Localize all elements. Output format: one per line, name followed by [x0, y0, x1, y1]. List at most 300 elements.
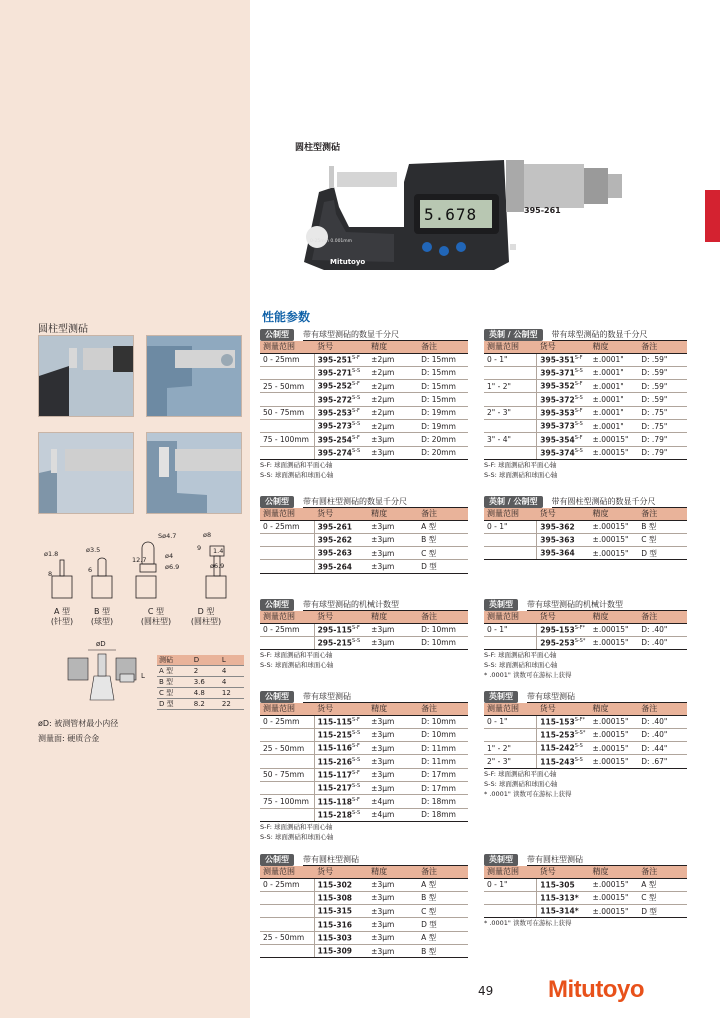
order-no: 395-263 [317, 548, 353, 558]
table-row [260, 623, 468, 636]
order-no-suffix: S-S [352, 809, 361, 816]
table-metric-mech-ball [260, 598, 468, 670]
accuracy-cell: ±2μm [368, 366, 418, 379]
remarks-cell: D: 10mm [418, 728, 468, 741]
table-footnote: S-F: 球面测砧和平面心轴 [260, 651, 333, 660]
page-number: 49 [478, 984, 494, 998]
accuracy-cell: ±.00015" [590, 547, 639, 560]
table-row [260, 560, 468, 573]
table-title: 带有球型测砧的机械计数型 [303, 599, 468, 611]
remarks-cell: D: 20mm [418, 446, 468, 459]
table-row [260, 781, 468, 794]
pipe-l-label: L [141, 672, 145, 680]
table-row [484, 433, 687, 446]
order-no-cell [314, 931, 368, 944]
remarks-cell: D: .59" [638, 366, 687, 379]
table-row [260, 742, 468, 755]
accuracy-cell: ±3μm [368, 891, 418, 904]
accuracy-cell: ±.00015" [590, 878, 639, 891]
order-no-cell [314, 560, 368, 573]
legend-cell: 4 [220, 677, 244, 688]
order-no-suffix: S-F [352, 408, 360, 415]
order-no: 115-303 [317, 933, 353, 943]
accuracy-cell: ±3μm [368, 768, 418, 781]
legend-cell: L [220, 655, 244, 666]
order-no-cell [314, 623, 368, 636]
order-no: 395-274 [317, 448, 353, 458]
dim-d-height-1: 9 [197, 544, 202, 552]
order-no-suffix: S-S [574, 421, 583, 428]
accuracy-cell: ±.0001" [590, 353, 639, 366]
column-header: 测量范围 [484, 866, 537, 878]
order-no: 395-261 [317, 522, 353, 532]
column-header: 备注 [638, 611, 687, 623]
order-no: 395-252 [317, 381, 353, 391]
order-no-cell [314, 636, 368, 649]
range-cell [260, 755, 314, 768]
accuracy-cell: ±3μm [368, 755, 418, 768]
order-no: 395-254 [317, 435, 353, 445]
range-cell: 3" - 4" [484, 433, 537, 446]
dim-d-diameter-1: ø8 [203, 531, 212, 539]
accuracy-cell: ±.0001" [590, 419, 639, 432]
table-footnote: S-S: 球面测砧和球面心轴 [484, 661, 558, 670]
accuracy-cell: ±3μm [368, 878, 418, 891]
accuracy-cell: ±.0001" [590, 406, 639, 419]
range-cell [484, 728, 537, 741]
order-no-cell [537, 623, 590, 636]
accuracy-cell: ±.00015" [590, 891, 639, 904]
order-no: 395-364 [540, 548, 575, 558]
remarks-cell: D: 15mm [418, 353, 468, 366]
legend-cell: 4.8 [192, 688, 220, 699]
column-header: 测量范围 [260, 611, 314, 623]
order-no: 395-264 [317, 562, 353, 572]
remarks-cell: D: 19mm [418, 406, 468, 419]
order-no-suffix: S-F [352, 624, 360, 631]
table-row [484, 891, 687, 904]
table-inch-digital-cylinder [484, 495, 687, 560]
accuracy-cell: ±2μm [368, 380, 418, 393]
remarks-cell: C 型 [638, 533, 687, 546]
range-cell: 0 - 25mm [260, 353, 314, 366]
range-cell: 1" - 2" [484, 742, 537, 755]
order-no-cell [314, 520, 368, 533]
order-no-suffix: S-F* [574, 716, 586, 723]
legend-row [157, 688, 244, 699]
order-no: 115-315 [317, 906, 353, 916]
table-row [260, 944, 468, 957]
range-cell: 1" - 2" [484, 380, 537, 393]
left-panel-title: 圆柱型测砧 [38, 324, 88, 335]
order-no: 395-351 [540, 355, 575, 365]
order-no-cell [314, 353, 368, 366]
order-no-cell [537, 366, 590, 379]
table-row [260, 715, 468, 728]
column-header: 精度 [590, 703, 639, 715]
table-heading [260, 853, 468, 866]
remarks-cell: A 型 [418, 520, 468, 533]
table-heading [260, 690, 468, 703]
table-heading [484, 328, 687, 341]
spec-table [260, 866, 468, 958]
order-no-cell [314, 433, 368, 446]
legend-cell: D [192, 655, 220, 666]
range-cell: 50 - 75mm [260, 768, 314, 781]
order-no-cell [537, 878, 590, 891]
range-cell: 0 - 25mm [260, 623, 314, 636]
table-type-badge: 公制型 [260, 329, 294, 341]
remarks-cell: D: 18mm [418, 795, 468, 808]
order-no: 115-216 [317, 757, 353, 767]
table-row [260, 446, 468, 459]
spec-table [260, 703, 468, 822]
range-cell [260, 560, 314, 573]
order-no-suffix: S-S [352, 638, 361, 645]
range-cell: 25 - 50mm [260, 380, 314, 393]
remarks-cell: D: .79" [638, 433, 687, 446]
order-no: 395-262 [317, 535, 353, 545]
order-no: 115-218 [317, 810, 353, 820]
table-metric-digital-cylinder [260, 495, 468, 574]
order-no: 395-271 [317, 368, 353, 378]
range-cell [484, 891, 537, 904]
column-header: 精度 [368, 508, 418, 520]
table-title: 带有球型测砧的数显千分尺 [303, 329, 468, 341]
table-row [260, 728, 468, 741]
table-row [260, 547, 468, 560]
accuracy-cell: ±3μm [368, 742, 418, 755]
legend-cell: 4 [220, 666, 244, 677]
table-row [484, 905, 687, 918]
remarks-cell: D: .59" [638, 380, 687, 393]
range-cell [484, 905, 537, 918]
remarks-cell: B 型 [418, 533, 468, 546]
accuracy-cell: ±2μm [368, 419, 418, 432]
table-footnote: S-F: 球面测砧和平面心轴 [484, 651, 557, 660]
dim-b-diameter: ø3.5 [86, 546, 101, 554]
remarks-cell: D: .44" [638, 742, 687, 755]
table-row [484, 623, 687, 636]
order-no-suffix: S-S [352, 421, 361, 428]
order-no-cell [314, 715, 368, 728]
order-no-cell [314, 728, 368, 741]
range-cell: 0 - 1" [484, 520, 537, 533]
column-header: 货号 [314, 341, 368, 353]
order-no-suffix: S-S [574, 447, 583, 454]
order-no: 115-316 [317, 920, 353, 930]
accuracy-cell: ±3μm [368, 715, 418, 728]
range-cell: 0 - 1" [484, 353, 537, 366]
order-no-cell [537, 433, 590, 446]
accuracy-cell: ±3μm [368, 623, 418, 636]
table-row [260, 406, 468, 419]
accuracy-cell: ±3μm [368, 533, 418, 546]
order-no: 115-308 [317, 893, 353, 903]
order-no-suffix: S-S [574, 743, 583, 750]
column-header: 精度 [590, 866, 639, 878]
order-no: 295-153 [540, 625, 575, 635]
order-no: 395-354 [540, 435, 575, 445]
order-no-cell [314, 393, 368, 406]
spec-table [260, 341, 468, 460]
accuracy-cell: ±.00015" [590, 533, 639, 546]
accuracy-cell: ±.00015" [590, 905, 639, 918]
anvil-photo-c [38, 432, 134, 514]
table-row [260, 533, 468, 546]
accuracy-cell: ±.00015" [590, 623, 639, 636]
table-heading [484, 598, 687, 611]
column-header: 备注 [418, 866, 468, 878]
remarks-cell: D: 20mm [418, 433, 468, 446]
order-no: 395-362 [540, 522, 575, 532]
remarks-cell: D: 10mm [418, 715, 468, 728]
column-header: 备注 [638, 703, 687, 715]
remarks-cell: D: 17mm [418, 781, 468, 794]
legend-cell: 测砧 [157, 655, 192, 666]
table-heading [260, 495, 468, 508]
legend-cell: 2 [192, 666, 220, 677]
accuracy-cell: ±.00015" [590, 433, 639, 446]
table-footnote: * .0001" 读数可在游标上获得 [484, 789, 572, 798]
table-row [484, 380, 687, 393]
legend-row [157, 677, 244, 688]
range-cell [260, 419, 314, 432]
range-cell: 25 - 50mm [260, 742, 314, 755]
column-header: 测量范围 [260, 703, 314, 715]
column-header: 测量范围 [484, 341, 537, 353]
order-no-cell [314, 419, 368, 432]
spec-table [484, 341, 687, 460]
pipe-od-label: øD [96, 640, 106, 648]
accuracy-cell: ±3μm [368, 918, 418, 931]
remarks-cell: C 型 [638, 891, 687, 904]
brand-logo: Mitutoyo [548, 976, 644, 1003]
table-inch-ball [484, 690, 687, 799]
table-type-badge: 英制 / 公制型 [484, 496, 543, 508]
table-footnote: S-F: 球面测砧和平面心轴 [484, 769, 557, 778]
table-row [484, 353, 687, 366]
column-header: 精度 [590, 611, 639, 623]
accuracy-cell: ±.00015" [590, 728, 639, 741]
table-inch-cylinder [484, 853, 687, 928]
table-row [260, 393, 468, 406]
table-footnote: S-S: 球面测砧和球面心轴 [484, 779, 558, 788]
accuracy-cell: ±.0001" [590, 380, 639, 393]
table-type-badge: 公制型 [260, 599, 294, 611]
table-type-badge: 公制型 [260, 691, 294, 703]
order-no-suffix: S-S [352, 783, 361, 790]
table-row [260, 636, 468, 649]
table-type-badge: 公制型 [260, 496, 294, 508]
range-cell: 0 - 25mm [260, 878, 314, 891]
legend-cell: 8.2 [192, 699, 220, 710]
accuracy-cell: ±3μm [368, 520, 418, 533]
range-cell [484, 419, 537, 432]
photo-model-label: 395-261 [524, 206, 561, 215]
order-no-suffix: S-F [574, 408, 583, 415]
dim-c-sphere: Sø4.7 [158, 532, 177, 540]
accuracy-cell: ±3μm [368, 944, 418, 957]
column-header: 货号 [537, 866, 590, 878]
column-header: 货号 [537, 611, 590, 623]
order-no: 395-363 [540, 535, 575, 545]
table-type-badge: 英制型 [484, 599, 518, 611]
order-no-cell [314, 366, 368, 379]
order-no-cell [314, 533, 368, 546]
column-header: 货号 [537, 341, 590, 353]
range-cell: 50 - 75mm [260, 406, 314, 419]
range-cell [260, 728, 314, 741]
column-header: 备注 [418, 703, 468, 715]
column-header: 精度 [368, 611, 418, 623]
order-no-suffix: S-F* [574, 624, 586, 631]
frame-spec-print: 0-25mm 0.001mm [310, 239, 353, 244]
order-no: 115-302 [317, 880, 353, 890]
column-header: 精度 [368, 866, 418, 878]
order-no-cell [537, 891, 590, 904]
remarks-cell: D: .40" [638, 636, 687, 649]
table-title: 带有圆柱型测砧的数显千分尺 [303, 496, 468, 508]
table-row [484, 520, 687, 533]
order-no-suffix: S-F [352, 796, 360, 803]
remarks-cell: D: 10mm [418, 623, 468, 636]
table-row [260, 795, 468, 808]
range-cell [260, 393, 314, 406]
table-type-badge: 英制型 [484, 854, 518, 866]
remarks-cell: D 型 [638, 547, 687, 560]
order-no-cell [537, 715, 590, 728]
pipe-measurement-diagram [58, 640, 153, 710]
spec-table [484, 611, 687, 650]
range-cell: 0 - 1" [484, 878, 537, 891]
accuracy-cell: ±3μm [368, 547, 418, 560]
remarks-cell: D: 10mm [418, 636, 468, 649]
range-cell [260, 366, 314, 379]
order-no-suffix: S-S [352, 756, 361, 763]
remarks-cell: D: .79" [638, 446, 687, 459]
order-no-cell [537, 533, 590, 546]
range-cell: 75 - 100mm [260, 795, 314, 808]
legend-cell: D 型 [157, 699, 192, 710]
order-no: 115-305 [540, 880, 575, 890]
order-no: 115-242 [540, 743, 575, 753]
lcd-display-value: 5.678 [424, 205, 478, 224]
remarks-cell: D 型 [418, 560, 468, 573]
accuracy-cell: ±3μm [368, 781, 418, 794]
column-header: 精度 [590, 341, 639, 353]
order-no: 115-309 [317, 946, 353, 956]
dim-c-height: 12.7 [132, 556, 147, 564]
table-row [260, 768, 468, 781]
order-no-cell [314, 918, 368, 931]
legend-cell: C 型 [157, 688, 192, 699]
range-cell [260, 891, 314, 904]
spec-table [260, 508, 468, 574]
accuracy-cell: ±3μm [368, 931, 418, 944]
table-row [260, 380, 468, 393]
spec-table [484, 508, 687, 560]
accuracy-cell: ±3μm [368, 433, 418, 446]
table-title: 带有球型测砧 [527, 691, 687, 703]
remarks-cell: D: 15mm [418, 380, 468, 393]
column-header: 测量范围 [260, 341, 314, 353]
order-no: 115-116 [317, 743, 353, 753]
remarks-cell: D: 11mm [418, 755, 468, 768]
table-title: 带有球型测砧 [303, 691, 468, 703]
order-no-cell [314, 380, 368, 393]
remarks-cell: D: .67" [638, 755, 687, 768]
column-header: 货号 [314, 508, 368, 520]
column-header: 测量范围 [260, 866, 314, 878]
table-footnote: S-F: 球面测砧和平面心轴 [484, 460, 557, 469]
order-no-cell [537, 419, 590, 432]
legend-cell: B 型 [157, 677, 192, 688]
order-no: 115-217 [317, 783, 353, 793]
column-header: 备注 [638, 866, 687, 878]
order-no-cell [537, 380, 590, 393]
order-no: 115-115 [317, 717, 353, 727]
order-no-suffix: S-S* [574, 638, 586, 645]
column-header: 货号 [314, 866, 368, 878]
table-row [484, 755, 687, 768]
order-no-suffix: S-F [352, 434, 360, 441]
column-header: 备注 [638, 341, 687, 353]
column-header: 备注 [638, 508, 687, 520]
accuracy-cell: ±3μm [368, 560, 418, 573]
remarks-cell: B 型 [418, 944, 468, 957]
column-header: 精度 [368, 703, 418, 715]
frame-brand-print: Mitutoyo [330, 258, 366, 266]
dim-d-diameter-2: ø6.9 [210, 562, 225, 570]
order-no: 395-353 [540, 408, 575, 418]
table-row [484, 715, 687, 728]
table-title: 带有圆柱型测砧 [527, 854, 687, 866]
order-no-cell [314, 905, 368, 918]
order-no-cell [314, 878, 368, 891]
accuracy-cell: ±.0001" [590, 366, 639, 379]
order-no-cell [314, 944, 368, 957]
section-tab [705, 190, 720, 242]
remarks-cell: D 型 [638, 905, 687, 918]
remarks-cell: D: .59" [638, 353, 687, 366]
order-no-cell [537, 353, 590, 366]
accuracy-cell: ±4μm [368, 795, 418, 808]
anvil-photo-d [146, 432, 242, 514]
accuracy-cell: ±4μm [368, 808, 418, 821]
order-no-cell [537, 520, 590, 533]
column-header: 测量范围 [260, 508, 314, 520]
range-cell [484, 547, 537, 560]
order-no-suffix: S-F [352, 381, 360, 388]
dim-c-diameter-1: ø4 [165, 552, 174, 560]
range-cell [260, 446, 314, 459]
order-no-suffix: S-S* [574, 730, 586, 737]
remarks-cell: D: 17mm [418, 768, 468, 781]
order-no-cell [314, 891, 368, 904]
range-cell: 2" - 3" [484, 406, 537, 419]
order-no-cell [314, 446, 368, 459]
remarks-cell: B 型 [638, 520, 687, 533]
order-no-suffix: S-S [574, 756, 583, 763]
order-no-cell [537, 547, 590, 560]
anvil-type-a: A 型 (针型) [50, 607, 74, 626]
order-no-suffix: S-S [574, 368, 583, 375]
legend-cell: A 型 [157, 666, 192, 677]
remarks-cell: D: 18mm [418, 808, 468, 821]
remarks-cell: D: 15mm [418, 393, 468, 406]
column-header: 测量范围 [484, 703, 537, 715]
